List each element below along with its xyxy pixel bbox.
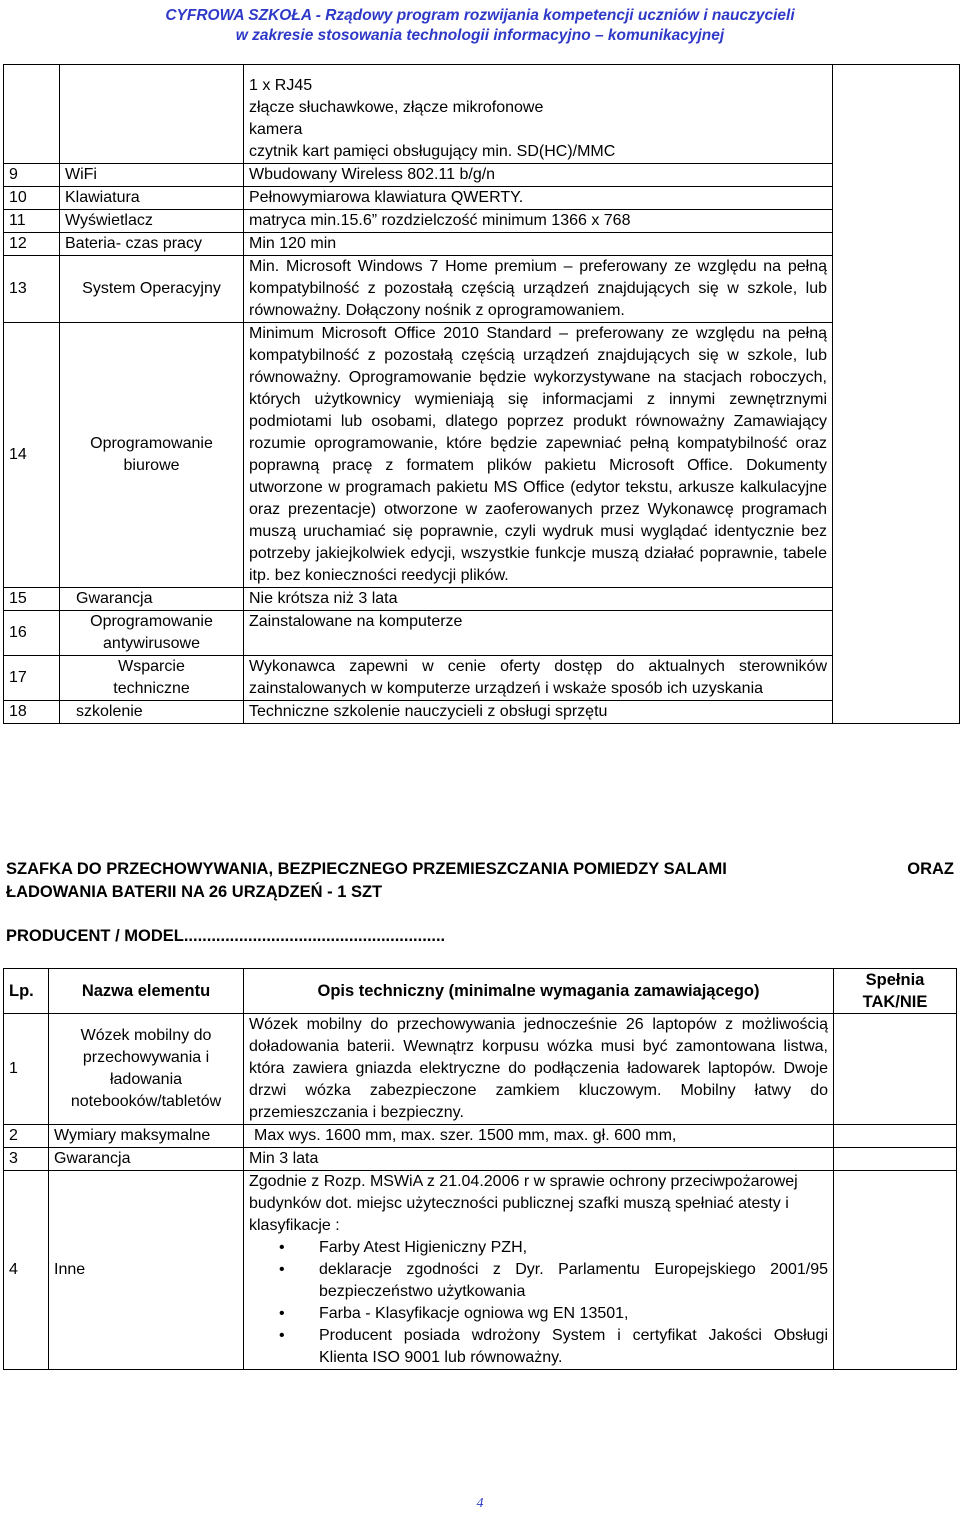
section-title-line-1: SZAFKA DO PRZECHOWYWANIA, BEZPIECZNEGO PRZEMIESZCZANIA POMIEDZY SALAMI (6, 860, 727, 878)
row-number: 3 (4, 1148, 49, 1171)
list-item: • deklaracje zgodności z Dyr. Parlamentu Europejskiego 2001/95 bezpieczeństwo użytkowania (279, 1261, 828, 1300)
table-row (4, 701, 960, 724)
row-number: 18 (4, 701, 60, 724)
row-desc: Zainstalowane na komputerze (244, 611, 833, 656)
section-title (6, 858, 954, 904)
row-desc: Minimum Microsoft Office 2010 Standard – preferowany ze względu na pełną kompatybilność z pozostałą częścią urządzeń znajdujących się w szkole, lub równoważny. Oprogramowanie będzie wykorzystywane na stacjach roboczych, których użytkownicy wymieniają się informacjami z innymi zewnętrznymi podmiotami lub osobami, dlatego poprzez produkt równoważny Zamawiający rozumie oprogramowanie, które będzie zapewniać pełną kompatybilność oraz poprawną pracę z formatem plików pakietu Microsoft Office. Dokumenty utworzone w programach pakietu MS Office (edytor tekstu, arkusze kalkulacyjne oraz prezentacje) otworzone w zaoferowanych przez Wykonawcę programach muszą uruchamiać się poprawnie, czyli wydruk musi wyglądać identycznie bez potrzeby jakiejkolwiek edycji, wszystkie funkcje muszą działać poprawnie, tabele itp. bez konieczności reedycji plików. (244, 323, 833, 588)
section-title-line-2: ŁADOWANIA BATERII NA 26 URZĄDZEŃ - 1 SZT (6, 883, 383, 901)
row-name: Wózek mobilny do przechowywania i ładowania notebooków/tabletów (49, 1014, 244, 1125)
section-title-oraz: ORAZ (907, 860, 954, 878)
row-number: 10 (4, 187, 60, 210)
header-line-2: w zakresie stosowania technologii informacyjno – komunikacyjnej (235, 27, 725, 44)
table-row (4, 656, 960, 701)
table-row (4, 256, 960, 323)
meets-column (833, 65, 960, 724)
bullet-icon: • (279, 1239, 285, 1256)
table-row (4, 210, 960, 233)
producer-model-line: PRODUCENT / MODEL......................................................... (6, 927, 446, 945)
row-desc: Min 120 min (244, 233, 833, 256)
row-desc: Max wys. 1600 mm, max. szer. 1500 mm, max. gł. 600 mm, (244, 1125, 834, 1148)
row-number: 16 (4, 611, 60, 656)
row-name: Gwarancja (49, 1148, 244, 1171)
table-row (4, 65, 960, 164)
row-number: 17 (4, 656, 60, 701)
row-desc (244, 1171, 834, 1370)
bullet-icon: • (279, 1261, 285, 1278)
table-row (4, 233, 960, 256)
row-name: Oprogramowanie antywirusowe (60, 611, 244, 656)
row-name: Oprogramowanie biurowe (60, 323, 244, 588)
row-number: 9 (4, 164, 60, 187)
port-line: czytnik kart pamięci obsługujący min. SD(HC)/MMC (249, 143, 616, 160)
row-desc: Wbudowany Wireless 802.11 b/g/n (244, 164, 833, 187)
row-number: 13 (4, 256, 60, 323)
table-row (4, 323, 960, 588)
header-line-1: CYFROWA SZKOŁA - Rządowy program rozwijania kompetencji uczniów i nauczycieli (165, 7, 795, 24)
page-number: 4 (476, 1496, 484, 1511)
row-name: szkolenie (60, 701, 244, 724)
port-line: złącze słuchawkowe, złącze mikrofonowe (249, 99, 544, 116)
bullet-icon: • (279, 1305, 285, 1322)
list-item: • Farby Atest Higieniczny PZH, (249, 1237, 828, 1259)
header-meets: Spełnia TAK/NIE (834, 969, 957, 1014)
cart-spec-table (3, 968, 957, 1370)
row-name: Klawiatura (60, 187, 244, 210)
row-desc: Min 3 lata (244, 1148, 834, 1171)
ports-cell (244, 65, 833, 164)
bullet-icon: • (279, 1327, 285, 1344)
header-lp: Lp. (4, 969, 49, 1014)
row-desc: Nie krótsza niż 3 lata (244, 588, 833, 611)
row-name: Gwarancja (60, 588, 244, 611)
attest-list (249, 1237, 828, 1369)
port-line: kamera (249, 121, 303, 138)
row-name: WiFi (60, 164, 244, 187)
laptop-spec-table (3, 64, 960, 724)
table-row (4, 1148, 957, 1171)
row-name: Wyświetlacz (60, 210, 244, 233)
header-name: Nazwa elementu (49, 969, 244, 1014)
row-number: 11 (4, 210, 60, 233)
row-number: 14 (4, 323, 60, 588)
table-row (4, 1125, 957, 1148)
row-number: 4 (4, 1171, 49, 1370)
row-number: 12 (4, 233, 60, 256)
list-item: • Producent posiada wdrożony System i certyfikat Jakości Obsługi Klienta ISO 9001 lub równoważny. (279, 1327, 828, 1366)
row-name: Inne (49, 1171, 244, 1370)
row-desc: Wykonawca zapewni w cenie oferty dostęp do aktualnych sterowników zainstalowanych w komputerze urządzeń i wskaże sposób ich uzyskania (244, 656, 833, 701)
row-name: Bateria- czas pracy (60, 233, 244, 256)
row-number: 1 (4, 1014, 49, 1125)
list-item: • Farba - Klasyfikacje ogniowa wg EN 13501, (249, 1303, 828, 1325)
row-desc: Wózek mobilny do przechowywania jednocześnie 26 laptopów z możliwością doładowania baterii. Wewnątrz korpusu wózka musi być zamontowana listwa, która zawiera gniazda elektryczne do podłączenia ładowarek laptopów. Dwoje drzwi wózka zabezpieczone zamkiem kluczowym. Mobilny łatwy do przemieszczania i bezpieczny. (244, 1014, 834, 1125)
row-desc-text: Zgodnie z Rozp. MSWiA z 21.04.2006 r w sprawie ochrony przeciwpożarowej budynków dot. miejsc użyteczności publicznej szafki muszą spełniać atesty i klasyfikacje : (249, 1173, 798, 1234)
row-number: 2 (4, 1125, 49, 1148)
table-row (4, 588, 960, 611)
table-row (4, 164, 960, 187)
row-name: System Operacyjny (60, 256, 244, 323)
row-number: 15 (4, 588, 60, 611)
row-desc: Techniczne szkolenie nauczycieli z obsługi sprzętu (244, 701, 833, 724)
table-row (4, 1171, 957, 1370)
row-name: Wsparcie techniczne (60, 656, 244, 701)
header-desc: Opis techniczny (minimalne wymagania zamawiającego) (244, 969, 834, 1014)
table-row (4, 611, 960, 656)
row-desc: Min. Microsoft Windows 7 Home premium – preferowany ze względu na pełną kompatybilność z pozostałą częścią urządzeń znajdujących się w szkole, lub równoważny. Dołączony nośnik z oprogramowaniem. (244, 256, 833, 323)
row-desc: matryca min.15.6” rozdzielczość minimum 1366 x 768 (244, 210, 833, 233)
port-line: 1 x RJ45 (249, 77, 313, 94)
table-row (4, 1014, 957, 1125)
table-row (4, 187, 960, 210)
row-name: Wymiary maksymalne (49, 1125, 244, 1148)
row-desc: Pełnowymiarowa klawiatura QWERTY. (244, 187, 833, 210)
table-header-row (4, 969, 957, 1014)
